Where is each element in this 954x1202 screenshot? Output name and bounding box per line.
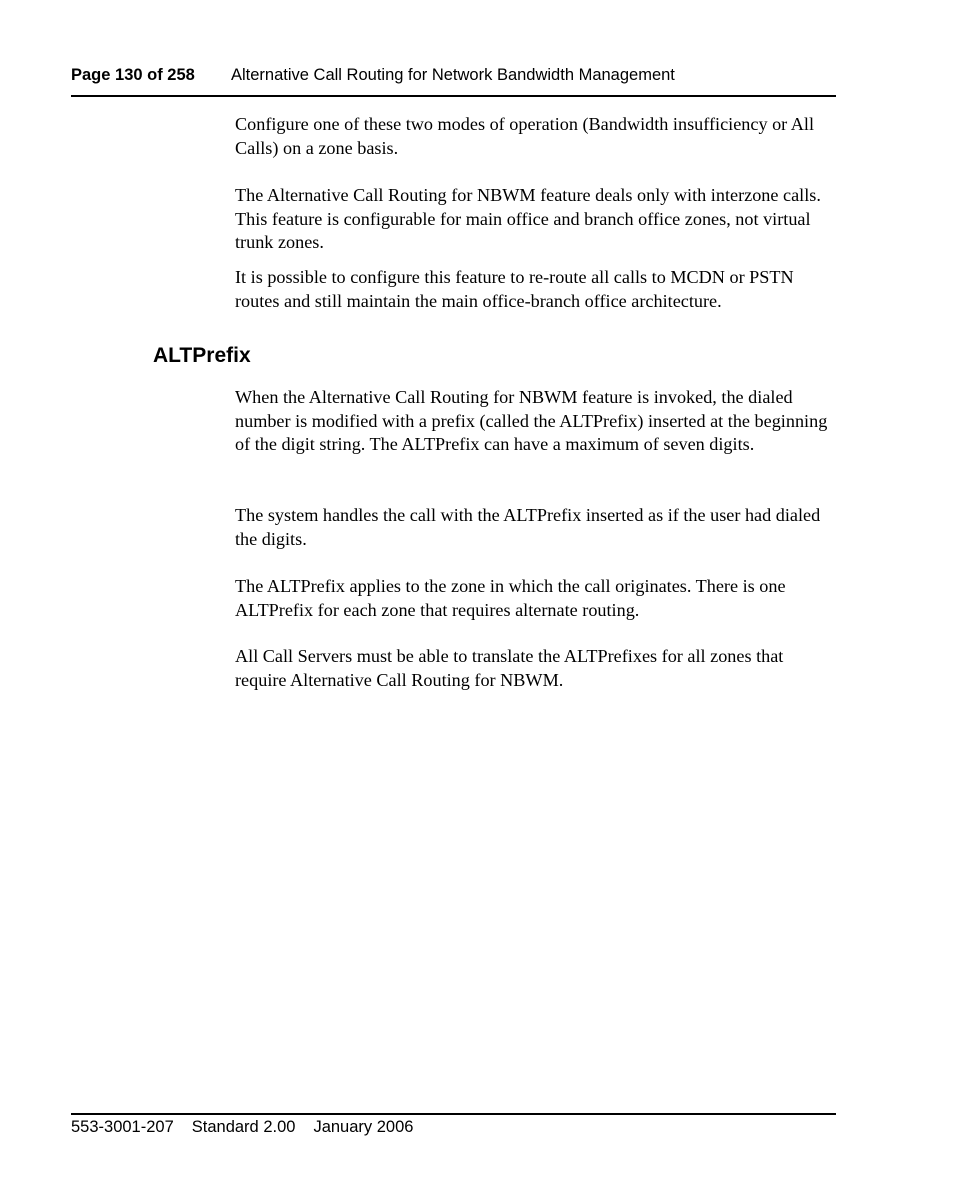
paragraph-call-handling: The system handles the call with the ALTPrefix inserted as if the user had dialed the digits. — [235, 505, 821, 549]
page-header — [71, 66, 836, 85]
header-rule — [71, 95, 836, 97]
doc-number: 553-3001-207 — [71, 1118, 174, 1136]
standard-version: Standard 2.00 — [191, 1118, 296, 1136]
paragraph-prefix-definition: When the Alternative Call Routing for NBWM feature is invoked, the dialed number is modified with a prefix (called the ALTPrefix) inserted at the beginning of the digit string. The ALTPrefix can have a maximum of seven digits. — [235, 387, 828, 455]
page-footer — [71, 1118, 431, 1137]
paragraph-interzone: The Alternative Call Routing for NBWM feature deals only with interzone calls. This feature is configurable for main office and branch office zones, not virtual trunk zones. — [235, 185, 821, 253]
section-heading: ALTPrefix — [153, 344, 251, 367]
publication-date: January 2006 — [313, 1118, 414, 1136]
paragraph-reroute: It is possible to configure this feature to re-route all calls to MCDN or PSTN routes and still maintain the main office-branch office architecture. — [235, 267, 794, 311]
footer-rule — [71, 1113, 836, 1115]
paragraph-zone-prefix: The ALTPrefix applies to the zone in which the call originates. There is one ALTPrefix for each zone that requires alternate routing. — [235, 576, 786, 620]
paragraph-call-servers: All Call Servers must be able to translate the ALTPrefixes for all zones that require Alternative Call Routing for NBWM. — [235, 646, 784, 690]
paragraph-modes: Configure one of these two modes of operation (Bandwidth insufficiency or All Calls) on a zone basis. — [235, 114, 815, 158]
page-number: Page 130 of 258 — [71, 66, 195, 84]
document-title: Alternative Call Routing for Network Bandwidth Management — [231, 66, 675, 84]
